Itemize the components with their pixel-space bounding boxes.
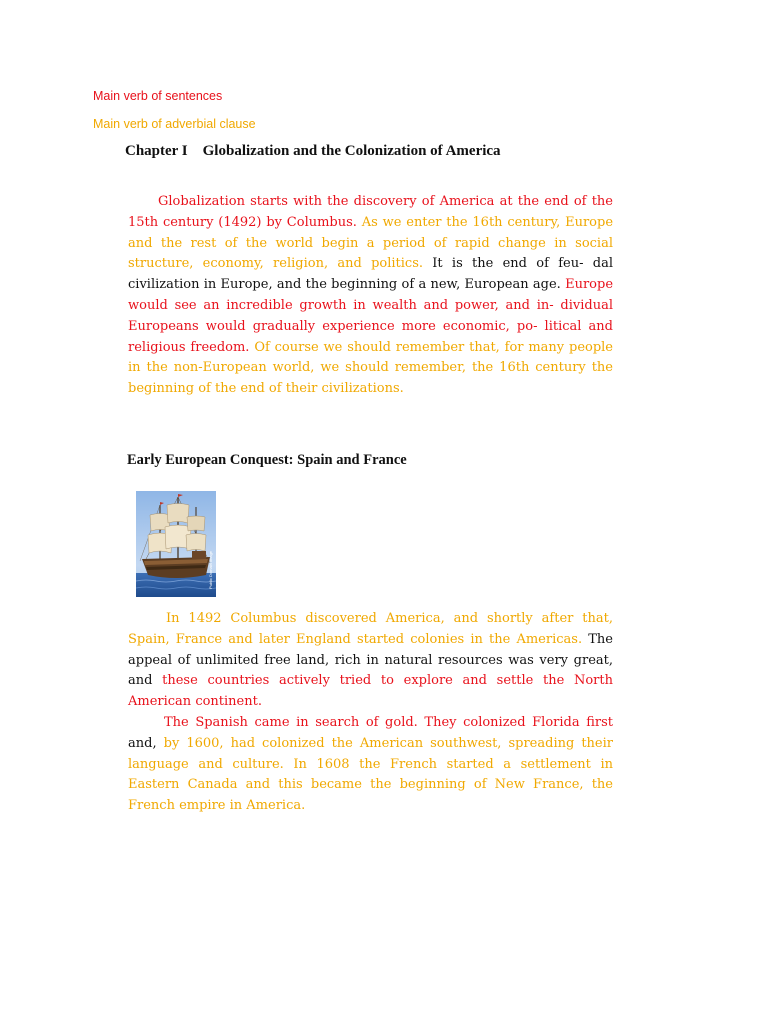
sentence-red: The Spanish came in search of gold. [164,714,418,730]
sentence-black: and, [128,735,157,751]
sentence-black: The appeal of unlimited free land, rich in natural resources was very great, and [128,631,613,689]
sentence-red: first [586,714,613,730]
sentence-yellow: As we enter the 16th century, [361,214,561,230]
sentence-yellow: Of course we should remember that, for many people in the non-European world, we should remember, the 16th century the beginning of the end of their civilizations. [128,339,614,397]
legend-adverbial-verb: Main verb of adverbial clause [93,117,256,131]
sentence-yellow: Europe and the rest of the world begin a period of rapid change in social structure, economy, religion, and politics. [128,214,614,272]
sentence-red: Europe would see an incredible growth in wealth and power, and in- dividual Europeans would gradually experience more economic, po- litical and religious freedom. [128,277,614,355]
paragraph-conquest [128,609,613,817]
sentence-red: these countries actively tried to explore and settle the North American continent. [128,673,613,710]
paragraph-globalization [128,192,613,400]
chapter-title: Chapter I Globalization and the Colonization of America [125,143,501,159]
sentence-red: Globalization starts with the discovery of America at the end of the 15th century (1492) by Columbus. [128,194,613,230]
sentence-black: It is the end of feu- dal civilization in Europe, and the beginning of a new, European age. [128,256,613,293]
image-caption: Public Domain Image [208,550,213,589]
section-title: Early European Conquest: Spain and France [127,452,407,468]
sentence-yellow: by 1600, had colonized the American southwest, spreading their language and culture. In 1608 the French started a settlement in Eastern Canada and this became the beginning of New France, the French empire in America. [128,735,613,814]
sentence-red: They colonized Florida [424,714,580,730]
ship-image [136,491,216,597]
legend-main-verb: Main verb of sentences [93,89,223,103]
sentence-yellow: In 1492 Columbus discovered America, and shortly after that, Spain, France and later England started colonies in the Americas. [128,611,613,647]
